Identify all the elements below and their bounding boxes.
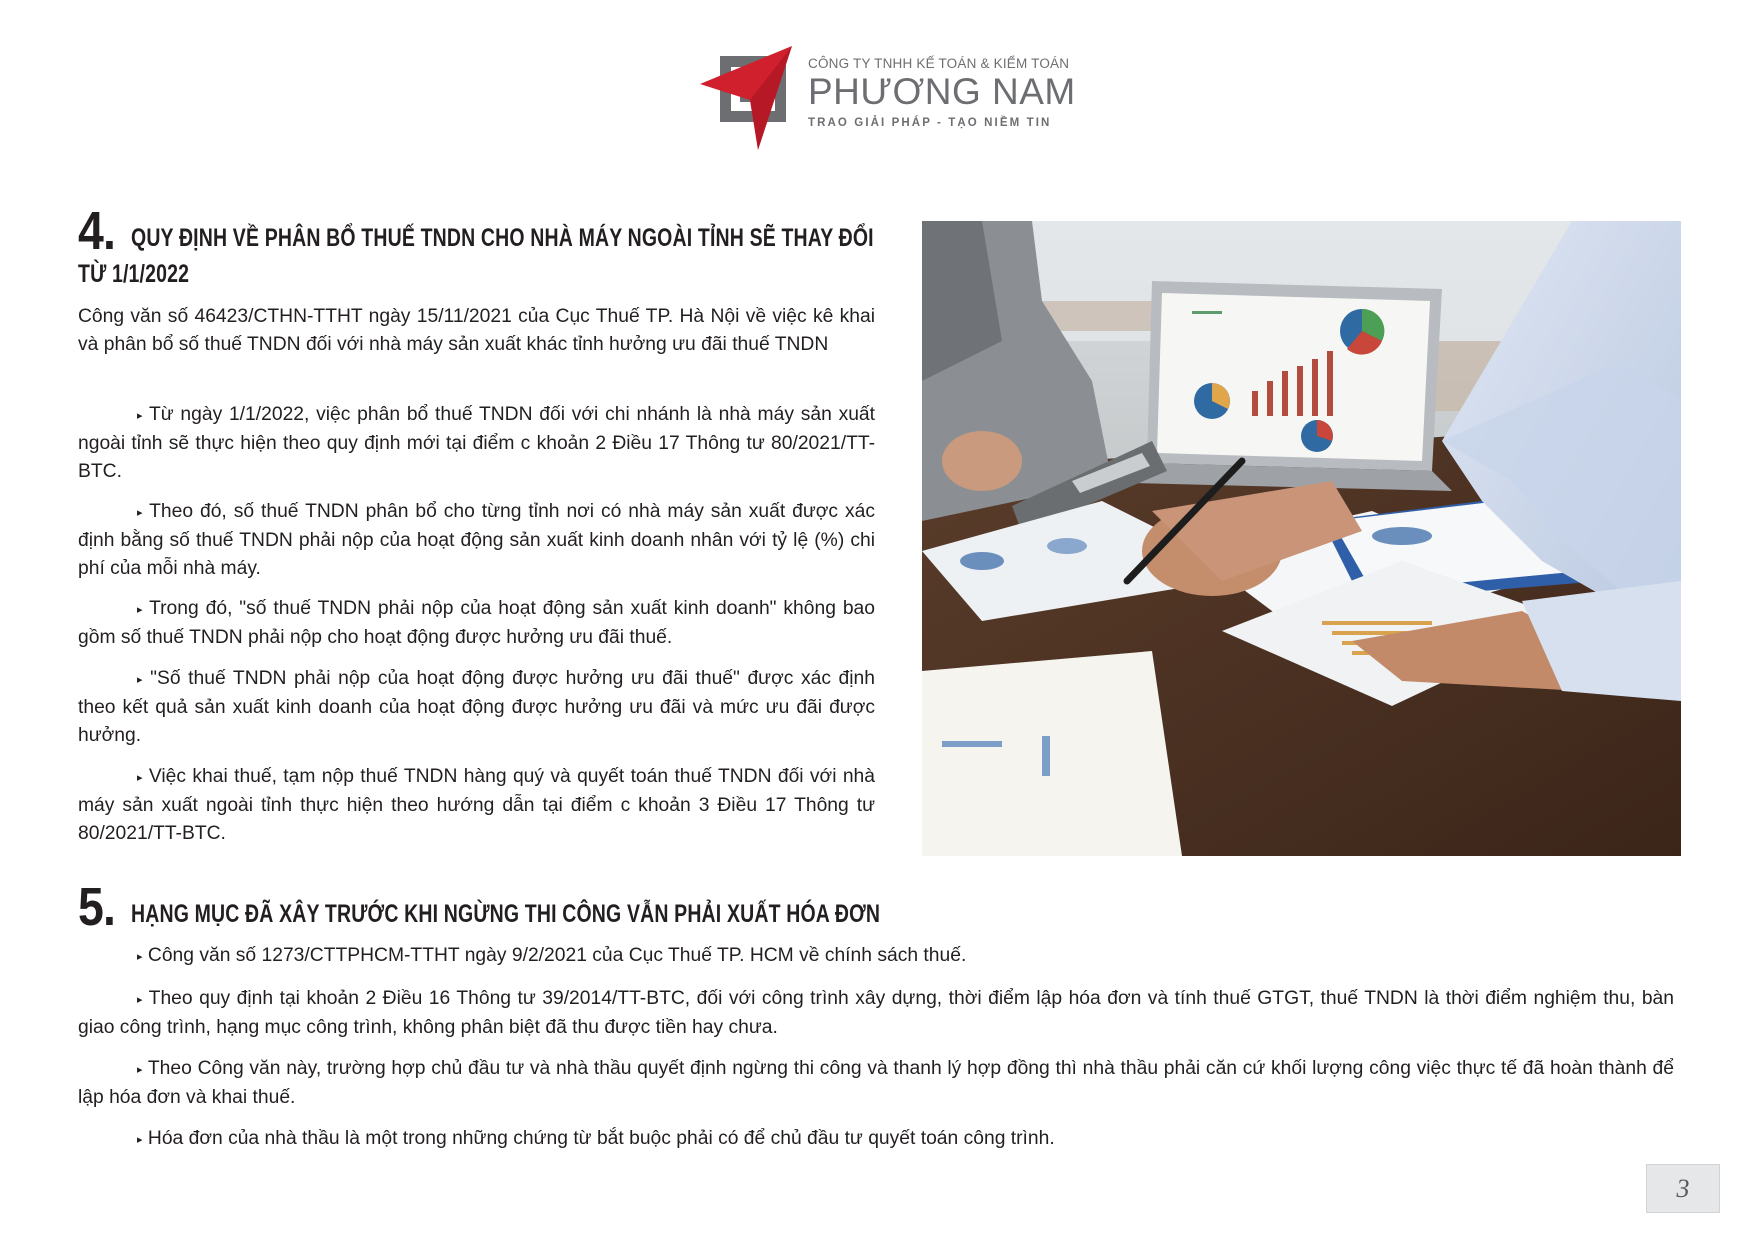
section4-bullet-1-text: Từ ngày 1/1/2022, việc phân bổ thuế TNDN đối với chi nhánh là nhà máy sản xuất ngoài tỉnh sẽ thực hiện theo quy định mới tại điểm c khoản 2 Điều 17 Thông tư 80/2021/TT-BTC. (78, 404, 876, 482)
section4-bullet-5 (78, 763, 875, 848)
logo-slogan: TRAO GIẢI PHÁP - TẠO NIỀM TIN (808, 117, 1052, 129)
section4-bullet-4-text: "Số thuế TNDN phải nộp của hoạt động được hưởng ưu đãi thuế" được xác định theo kết quả sản xuất kinh doanh của hoạt động được hưởng ưu đãi và mức ưu đãi được hưởng. (78, 668, 875, 746)
section4-bullet-3-text: Trong đó, "số thuế TNDN phải nộp của hoạt động sản xuất kinh doanh" không bao gồm số thuế TNDN phải nộp cho hoạt động được hưởng ưu đãi thuế. (78, 598, 875, 648)
bullet-icon: ▸ (137, 994, 143, 1006)
section5-heading (78, 877, 121, 937)
section5-bullet-1 (78, 942, 1674, 971)
section4-bullet-1 (78, 401, 875, 486)
bullet-icon: ▸ (137, 410, 143, 422)
logo-company-type: CÔNG TY TNHH KẾ TOÁN & KIỂM TOÁN (808, 56, 1070, 71)
section5-bullet-3-text: Theo Công văn này, trường hợp chủ đầu tư và nhà thầu quyết định ngừng thi công và thanh lý hợp đồng thì nhà thầu phải căn cứ khối lượng công việc thực tế đã hoàn thành để lập hóa đơn và khai thuế. (78, 1058, 1674, 1108)
section5-bullet-4 (78, 1125, 1674, 1154)
section4-intro: Công văn số 46423/CTHN-TTHT ngày 15/11/2021 của Cục Thuế TP. Hà Nội về việc kê khai và phân bổ số thuế TNDN đối với nhà máy sản xuất khác tỉnh hưởng ưu đãi thuế TNDN (78, 306, 875, 355)
section4-number: 4. (78, 201, 116, 261)
section5-bullet-3 (78, 1055, 1674, 1112)
section4-title-line2-wrap (78, 260, 220, 289)
logo-mark-icon (700, 46, 810, 150)
section4-heading (78, 201, 121, 261)
section5-title: HẠNG MỤC ĐÃ XÂY TRƯỚC KHI NGỪNG THI CÔNG VẪN PHẢI XUẤT HÓA ĐƠN (131, 900, 881, 928)
section4-title-line2: TỪ 1/1/2022 (78, 260, 190, 288)
bullet-icon: ▸ (137, 772, 143, 784)
section4-title-line1: QUY ĐỊNH VỀ PHÂN BỔ THUẾ TNDN CHO NHÀ MÁY NGOÀI TỈNH SẼ THAY ĐỔI (131, 224, 874, 252)
section4-bullet-4 (78, 665, 875, 750)
section5-title-wrap (131, 900, 1091, 929)
photo-illustration (922, 221, 1681, 856)
bullet-icon: ▸ (137, 1064, 143, 1076)
section5-bullet-1-text: Công văn số 1273/CTTPHCM-TTHT ngày 9/2/2021 của Cục Thuế TP. HCM về chính sách thuế. (147, 945, 967, 966)
bullet-icon: ▸ (137, 1134, 143, 1146)
section4-bullet-5-text: Việc khai thuế, tạm nộp thuế TNDN hàng quý và quyết toán thuế TNDN đối với nhà máy sản xuất ngoài tỉnh thực hiện theo hướng dẫn tại điểm c khoản 3 Điều 17 Thông tư 80/2021/TT-BTC. (78, 766, 875, 844)
bullet-icon: ▸ (137, 604, 143, 616)
section5-number: 5. (78, 877, 116, 937)
section4-bullet-2-text: Theo đó, số thuế TNDN phân bổ cho từng tỉnh nơi có nhà máy sản xuất được xác định bằng số thuế TNDN phải nộp của hoạt động sản xuất kinh doanh nhân với tỷ lệ (%) chi phí của mỗi nhà máy. (78, 501, 875, 579)
bullet-icon: ▸ (137, 674, 143, 686)
section4-bullet-3 (78, 595, 875, 652)
page-number: 3 (1676, 1174, 1690, 1203)
bullet-icon: ▸ (137, 507, 143, 519)
logo-company-name: PHƯƠNG NAM (808, 71, 1076, 112)
company-logo (700, 46, 1080, 152)
business-meeting-photo (922, 221, 1681, 856)
section5-bullet-2-text: Theo quy định tại khoản 2 Điều 16 Thông tư 39/2014/TT-BTC, đối với công trình xây dựng, thời điểm lập hóa đơn và tính thuế GTGT, thuế TNDN là thời điểm nghiệm thu, bàn giao công trình, hạng mục công trình, không phân biệt đã thu được tiền hay chưa. (78, 988, 1674, 1038)
bullet-icon: ▸ (137, 951, 143, 963)
section4-bullet-2 (78, 498, 875, 583)
page-number-box (1646, 1164, 1720, 1213)
section5-bullet-2 (78, 985, 1674, 1042)
logo-text (808, 56, 1076, 129)
section5-bullet-4-text: Hóa đơn của nhà thầu là một trong những chứng từ bắt buộc phải có để chủ đầu tư quyết toán công trình. (147, 1128, 1055, 1149)
